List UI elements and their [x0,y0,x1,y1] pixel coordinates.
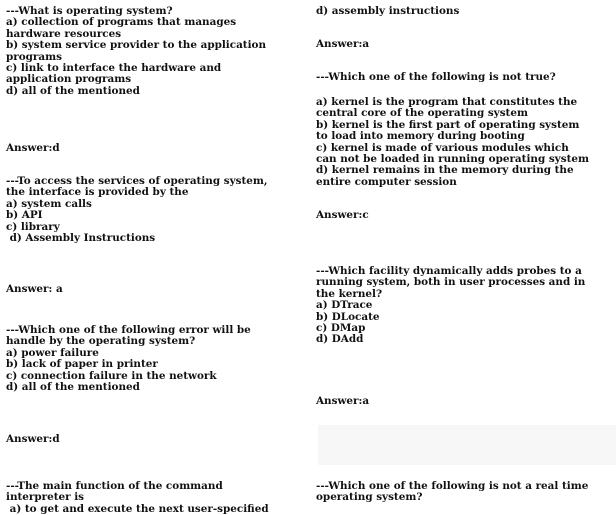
answer-text: Answer:d [6,433,60,445]
option-c: c) kernel is made of various modules which [316,141,569,154]
answer-block [6,284,63,295]
question-block [6,176,268,244]
question-text-cont: handle by the operating system? [6,335,196,348]
question-block [316,266,585,346]
question-block [6,481,269,515]
question-text: ---To access the services of operating system, [6,175,268,187]
option-a: a) DTrace [316,299,373,312]
option-d: d) all of the mentioned [6,381,140,394]
answer-text: Answer:c [316,209,369,221]
option-a: a) to get and execute the next user-specified [6,502,269,515]
answer-block [6,143,60,154]
question-text-cont: interpreter is [6,491,85,504]
option-a: a) collection of programs that manages [6,16,237,29]
option-c: c) link to interface the hardware and [6,62,222,75]
question-block [316,481,588,504]
option-b: b) API [6,209,43,222]
option-block [316,6,459,17]
option-a: a) system calls [6,197,92,210]
answer-text: Answer:a [316,38,370,50]
answer-block [316,39,369,50]
option-d: d) Assembly Instructions [6,232,156,245]
option-c: c) library [6,220,60,233]
option-b: b) DLocate [316,310,380,323]
answer-text: Answer: a [6,283,63,295]
option-b-cont: programs [6,50,62,63]
option-d: d) DAdd [316,333,364,346]
question-text: ---The main function of the command [6,480,223,492]
question-text-cont: the interface is provided by the [6,186,189,199]
question-text-cont: the kernel? [316,287,383,300]
options-block [316,97,589,188]
answer-text: Answer:a [316,395,370,407]
option-c: c) DMap [316,322,366,335]
question-text: ---Which facility dynamically adds probes to a [316,265,582,277]
question-text: ---Which one of the following error will be [6,324,251,336]
option-d: d) assembly instructions [316,5,460,17]
option-b-cont: to load into memory during booting [316,130,525,143]
option-b: b) lack of paper in printer [6,358,158,371]
question-text-cont: operating system? [316,491,423,504]
option-d: d) kernel remains in the memory during the [316,164,574,177]
option-a-cont: central core of the operating system [316,107,528,120]
question-block [316,72,556,83]
option-b: b) kernel is the first part of operating system [316,118,580,131]
shaded-region [318,425,616,465]
question-text: ---Which one of the following is not a real time [316,480,589,492]
question-block [6,325,251,393]
answer-block [6,434,60,445]
question-block [6,6,266,97]
option-d-cont: entire computer session [316,175,457,188]
option-d: d) all of the mentioned [6,84,140,97]
option-b: b) system service provider to the application [6,39,267,52]
question-text-cont: running system, both in user processes and in [316,276,586,289]
option-c-cont: can not be loaded in running operating system [316,153,589,166]
option-c: c) connection failure in the network [6,369,217,382]
answer-block [316,210,369,221]
option-a: a) kernel is the program that constitutes the [316,96,578,108]
option-a-cont: hardware resources [6,27,122,40]
question-text: ---What is operating system? [6,5,173,17]
option-c-cont: application programs [6,73,132,86]
answer-block [316,396,369,407]
option-a: a) power failure [6,346,99,359]
question-text: ---Which one of the following is not true? [316,71,556,83]
answer-text: Answer:d [6,142,60,154]
